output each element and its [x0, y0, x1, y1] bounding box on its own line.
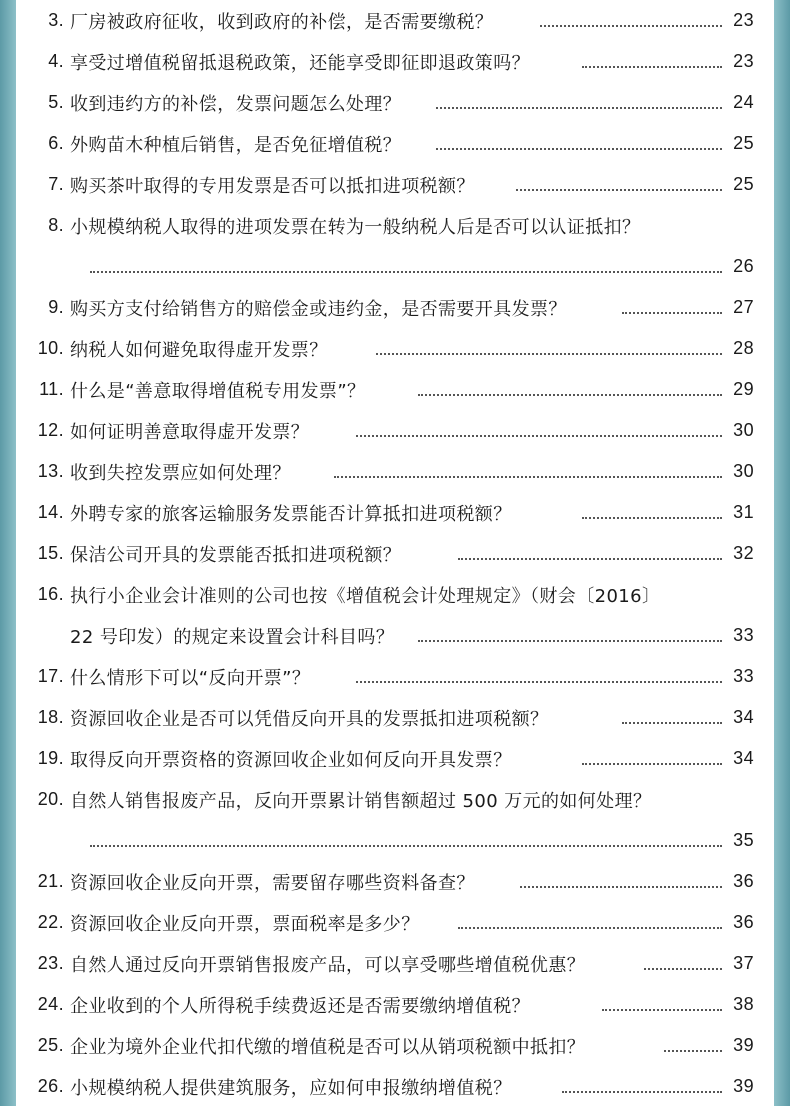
- toc-entry-continuation: [16, 246, 774, 287]
- entry-page: 39: [733, 1076, 754, 1096]
- entry-number: 9.: [48, 297, 64, 317]
- dot-leader: [582, 763, 722, 765]
- dot-leader: [418, 394, 722, 396]
- entry-number: 7.: [48, 174, 64, 194]
- entry-title: 资源回收企业反向开票，票面税率是多少？: [70, 913, 420, 935]
- dot-leader: [376, 353, 722, 355]
- toc-entry: [16, 205, 774, 246]
- entry-page: 23: [733, 51, 754, 71]
- entry-title: 取得反向开票资格的资源回收企业如何反向开具发票？: [70, 749, 512, 771]
- entry-page: 35: [733, 830, 754, 850]
- entry-title: 外购苗木种植后销售，是否免征增值税？: [70, 134, 402, 156]
- dot-leader: [458, 558, 722, 560]
- toc-entry: [16, 1066, 774, 1106]
- entry-number: 13.: [37, 461, 64, 481]
- dot-leader: [516, 189, 722, 191]
- entry-number: 16.: [37, 584, 64, 604]
- entry-page: 33: [733, 625, 754, 645]
- dot-leader: [664, 1050, 722, 1052]
- entry-title: 享受过增值税留抵退税政策，还能享受即征即退政策吗？: [70, 52, 530, 74]
- page-edge-left: [0, 0, 16, 1106]
- toc-entry: [16, 82, 774, 123]
- entry-page: 39: [733, 1035, 754, 1055]
- entry-number: 8.: [48, 215, 64, 235]
- entry-number: 22.: [37, 912, 64, 932]
- entry-number: 15.: [37, 543, 64, 563]
- entry-title: 如何证明善意取得虚开发票？: [70, 421, 310, 443]
- entry-number: 3.: [48, 10, 64, 30]
- dot-leader: [540, 25, 722, 27]
- entry-title: 小规模纳税人提供建筑服务，应如何申报缴纳增值税？: [70, 1077, 512, 1099]
- entry-title: 执行小企业会计准则的公司也按《增值税会计处理规定》（财会〔2016〕: [70, 585, 661, 607]
- entry-title: 企业收到的个人所得税手续费返还是否需要缴纳增值税？: [70, 995, 530, 1017]
- entry-title: 自然人销售报废产品，反向开票累计销售额超过 500 万元的如何处理？: [70, 790, 652, 812]
- entry-page: 25: [733, 133, 754, 153]
- entry-title: 购买方支付给销售方的赔偿金或违约金，是否需要开具发票？: [70, 298, 567, 320]
- entry-number: 4.: [48, 51, 64, 71]
- dot-leader: [418, 640, 722, 642]
- entry-page: 28: [733, 338, 754, 358]
- dot-leader: [562, 1091, 722, 1093]
- entry-title: 收到违约方的补偿，发票问题怎么处理？: [70, 93, 402, 115]
- entry-number: 18.: [37, 707, 64, 727]
- entry-title: 厂房被政府征收，收到政府的补偿，是否需要缴税？: [70, 11, 494, 33]
- entry-page: 30: [733, 461, 754, 481]
- dot-leader: [90, 271, 722, 273]
- dot-leader: [356, 681, 722, 683]
- dot-leader: [356, 435, 722, 437]
- entry-page: 30: [733, 420, 754, 440]
- entry-page: 23: [733, 10, 754, 30]
- toc-entry: [16, 779, 774, 820]
- entry-page: 36: [733, 912, 754, 932]
- entry-number: 10.: [37, 338, 64, 358]
- entry-number: 23.: [37, 953, 64, 973]
- dot-leader: [582, 66, 722, 68]
- toc-entry: [16, 41, 774, 82]
- toc-entry: [16, 1025, 774, 1066]
- dot-leader: [458, 927, 722, 929]
- entry-number: 17.: [37, 666, 64, 686]
- entry-page: 38: [733, 994, 754, 1014]
- entry-number: 21.: [37, 871, 64, 891]
- dot-leader: [520, 886, 722, 888]
- toc-entry: [16, 0, 774, 41]
- toc-entry: [16, 287, 774, 328]
- entry-title: 保洁公司开具的发票能否抵扣进项税额？: [70, 544, 402, 566]
- toc-entry: [16, 984, 774, 1025]
- entry-title: 资源回收企业反向开票，需要留存哪些资料备查？: [70, 872, 475, 894]
- dot-leader: [602, 1009, 722, 1011]
- dot-leader: [582, 517, 722, 519]
- entry-number: 11.: [39, 379, 64, 399]
- entry-number: 25.: [37, 1035, 64, 1055]
- toc-entry-continuation: [16, 615, 774, 656]
- entry-title: 资源回收企业是否可以凭借反向开具的发票抵扣进项税额？: [70, 708, 549, 730]
- entry-page: 32: [733, 543, 754, 563]
- toc-entry: [16, 738, 774, 779]
- entry-title: 自然人通过反向开票销售报废产品，可以享受哪些增值税优惠？: [70, 954, 586, 976]
- toc-entry-continuation: [16, 820, 774, 861]
- entry-title: 纳税人如何避免取得虚开发票？: [70, 339, 328, 361]
- toc-entry: [16, 451, 774, 492]
- entry-title: 小规模纳税人取得的进项发票在转为一般纳税人后是否可以认证抵扣？: [70, 216, 641, 238]
- toc-entry: [16, 533, 774, 574]
- entry-number: 12.: [37, 420, 64, 440]
- dot-leader: [436, 107, 722, 109]
- toc-entry: [16, 328, 774, 369]
- toc-entry: [16, 369, 774, 410]
- entry-page: 33: [733, 666, 754, 686]
- entry-page: 24: [733, 92, 754, 112]
- entry-page: 37: [733, 953, 754, 973]
- entry-title: 收到失控发票应如何处理？: [70, 462, 291, 484]
- entry-number: 24.: [37, 994, 64, 1014]
- entry-title: 什么是“善意取得增值税专用发票”？: [70, 380, 366, 402]
- entry-page: 25: [733, 174, 754, 194]
- entry-page: 29: [733, 379, 754, 399]
- entry-page: 34: [733, 748, 754, 768]
- entry-title: 购买茶叶取得的专用发票是否可以抵扣进项税额？: [70, 175, 475, 197]
- entry-page: 26: [733, 256, 754, 276]
- dot-leader: [436, 148, 722, 150]
- entry-page: 27: [733, 297, 754, 317]
- toc-entry: [16, 574, 774, 615]
- entry-number: 19.: [37, 748, 64, 768]
- toc-entry: [16, 697, 774, 738]
- entry-number: 6.: [48, 133, 64, 153]
- entry-page: 31: [733, 502, 754, 522]
- entry-title: 什么情形下可以“反向开票”？: [70, 667, 311, 689]
- entry-title: 外聘专家的旅客运输服务发票能否计算抵扣进项税额？: [70, 503, 512, 525]
- toc-entry: [16, 410, 774, 451]
- entry-page: 36: [733, 871, 754, 891]
- toc-entry: [16, 164, 774, 205]
- entry-number: 26.: [37, 1076, 64, 1096]
- toc-entry: [16, 902, 774, 943]
- dot-leader: [334, 476, 722, 478]
- toc-entry: [16, 943, 774, 984]
- toc-entry: [16, 492, 774, 533]
- entry-title-continuation: 22 号印发）的规定来设置会计科目吗？: [70, 626, 395, 648]
- toc-entry: [16, 861, 774, 902]
- toc-entry: [16, 656, 774, 697]
- entry-title: 企业为境外企业代扣代缴的增值税是否可以从销项税额中抵扣？: [70, 1036, 586, 1058]
- dot-leader: [622, 312, 722, 314]
- dot-leader: [622, 722, 722, 724]
- entry-page: 34: [733, 707, 754, 727]
- page-edge-right: [774, 0, 790, 1106]
- entry-number: 20.: [37, 789, 64, 809]
- toc-page: [16, 0, 774, 1106]
- entry-number: 14.: [37, 502, 64, 522]
- dot-leader: [644, 968, 722, 970]
- dot-leader: [90, 845, 722, 847]
- entry-number: 5.: [48, 92, 64, 112]
- toc-entry: [16, 123, 774, 164]
